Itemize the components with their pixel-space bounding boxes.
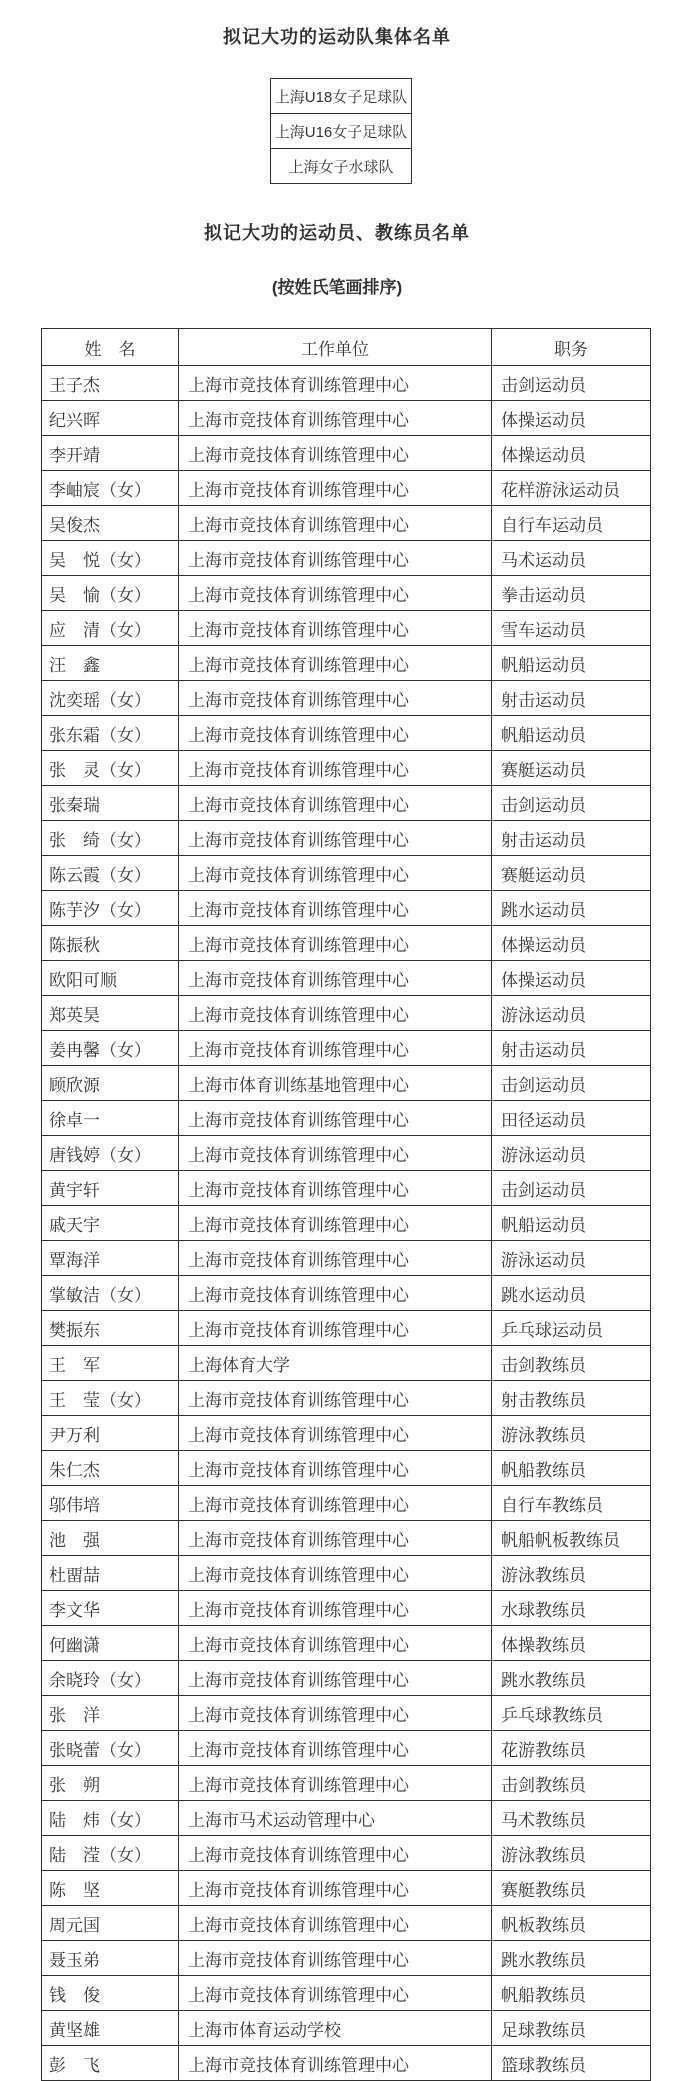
work-unit-cell: 上海市竞技体育训练管理中心 — [179, 1836, 492, 1871]
table-row — [42, 541, 651, 576]
work-unit-cell: 上海市竞技体育训练管理中心 — [179, 1311, 492, 1346]
table-row — [42, 2046, 651, 2081]
position-cell: 帆板教练员 — [492, 1906, 651, 1941]
table-row — [42, 751, 651, 786]
person-name-cell: 张秦瑞 — [42, 786, 179, 821]
position-cell: 足球教练员 — [492, 2011, 651, 2046]
position-cell: 帆船帆板教练员 — [492, 1521, 651, 1556]
table-row — [42, 1661, 651, 1696]
work-unit-cell: 上海市竞技体育训练管理中心 — [179, 1941, 492, 1976]
table-row — [42, 961, 651, 996]
person-name-cell: 吴俊杰 — [42, 506, 179, 541]
team-row — [271, 114, 412, 149]
work-unit-cell: 上海市竞技体育训练管理中心 — [179, 1381, 492, 1416]
person-name-cell: 张 绮（女） — [42, 821, 179, 856]
position-cell: 游泳教练员 — [492, 1416, 651, 1451]
table-row — [42, 1136, 651, 1171]
position-cell: 击剑运动员 — [492, 786, 651, 821]
work-unit-cell: 上海市竞技体育训练管理中心 — [179, 1276, 492, 1311]
table-row — [42, 1486, 651, 1521]
header-position: 职务 — [492, 329, 651, 366]
position-cell: 游泳教练员 — [492, 1836, 651, 1871]
work-unit-cell: 上海市竞技体育训练管理中心 — [179, 786, 492, 821]
table-row — [42, 646, 651, 681]
table-row — [42, 856, 651, 891]
position-cell: 体操运动员 — [492, 926, 651, 961]
position-cell: 体操运动员 — [492, 961, 651, 996]
person-name-cell: 陈云霞（女） — [42, 856, 179, 891]
team-row — [271, 149, 412, 184]
table-row — [42, 821, 651, 856]
person-name-cell: 陈 坚 — [42, 1871, 179, 1906]
roster-table — [41, 328, 651, 2081]
work-unit-cell: 上海市竞技体育训练管理中心 — [179, 1521, 492, 1556]
team-table — [270, 78, 412, 184]
work-unit-cell: 上海市竞技体育训练管理中心 — [179, 1241, 492, 1276]
table-row — [42, 1906, 651, 1941]
table-row — [42, 1591, 651, 1626]
work-unit-cell: 上海市竞技体育训练管理中心 — [179, 506, 492, 541]
work-unit-cell: 上海市竞技体育训练管理中心 — [179, 891, 492, 926]
work-unit-cell: 上海市竞技体育训练管理中心 — [179, 1031, 492, 1066]
work-unit-cell: 上海市竞技体育训练管理中心 — [179, 821, 492, 856]
position-cell: 射击运动员 — [492, 1031, 651, 1066]
work-unit-cell: 上海市竞技体育训练管理中心 — [179, 576, 492, 611]
person-name-cell: 朱仁杰 — [42, 1451, 179, 1486]
table-row — [42, 926, 651, 961]
table-row — [42, 366, 651, 401]
position-cell: 自行车教练员 — [492, 1486, 651, 1521]
position-cell: 马术教练员 — [492, 1801, 651, 1836]
position-cell: 自行车运动员 — [492, 506, 651, 541]
table-row — [42, 1976, 651, 2011]
work-unit-cell: 上海市竞技体育训练管理中心 — [179, 646, 492, 681]
position-cell: 雪车运动员 — [492, 611, 651, 646]
table-row — [42, 471, 651, 506]
position-cell: 篮球教练员 — [492, 2046, 651, 2081]
person-name-cell: 王 莹（女） — [42, 1381, 179, 1416]
person-name-cell: 李开靖 — [42, 436, 179, 471]
table-row — [42, 1871, 651, 1906]
person-name-cell: 覃海洋 — [42, 1241, 179, 1276]
table-row — [42, 1276, 651, 1311]
header-work-unit: 工作单位 — [179, 329, 492, 366]
work-unit-cell: 上海市竞技体育训练管理中心 — [179, 926, 492, 961]
person-name-cell: 汪 鑫 — [42, 646, 179, 681]
table-row — [42, 996, 651, 1031]
position-cell: 游泳运动员 — [492, 1136, 651, 1171]
table-row — [42, 1346, 651, 1381]
work-unit-cell: 上海市竞技体育训练管理中心 — [179, 366, 492, 401]
person-name-cell: 吴 悦（女） — [42, 541, 179, 576]
person-name-cell: 姜冉馨（女） — [42, 1031, 179, 1066]
position-cell: 击剑教练员 — [492, 1766, 651, 1801]
work-unit-cell: 上海市体育运动学校 — [179, 2011, 492, 2046]
position-cell: 水球教练员 — [492, 1591, 651, 1626]
table-row — [42, 891, 651, 926]
work-unit-cell: 上海市竞技体育训练管理中心 — [179, 716, 492, 751]
work-unit-cell: 上海市竞技体育训练管理中心 — [179, 1171, 492, 1206]
work-unit-cell: 上海市竞技体育训练管理中心 — [179, 401, 492, 436]
position-cell: 赛艇运动员 — [492, 751, 651, 786]
work-unit-cell: 上海市竞技体育训练管理中心 — [179, 1101, 492, 1136]
person-name-cell: 黄宇轩 — [42, 1171, 179, 1206]
position-cell: 游泳运动员 — [492, 996, 651, 1031]
position-cell: 游泳教练员 — [492, 1556, 651, 1591]
work-unit-cell: 上海市竞技体育训练管理中心 — [179, 436, 492, 471]
person-name-cell: 应 清（女） — [42, 611, 179, 646]
position-cell: 田径运动员 — [492, 1101, 651, 1136]
position-cell: 帆船运动员 — [492, 716, 651, 751]
work-unit-cell: 上海市竞技体育训练管理中心 — [179, 1731, 492, 1766]
person-name-cell: 张 洋 — [42, 1696, 179, 1731]
person-name-cell: 陆 滢（女） — [42, 1836, 179, 1871]
position-cell: 击剑运动员 — [492, 1066, 651, 1101]
table-row — [42, 1101, 651, 1136]
person-name-cell: 戚天宇 — [42, 1206, 179, 1241]
person-name-cell: 杜畱喆 — [42, 1556, 179, 1591]
person-name-cell: 樊振东 — [42, 1311, 179, 1346]
position-cell: 体操运动员 — [492, 401, 651, 436]
person-name-cell: 陈芋汐（女） — [42, 891, 179, 926]
table-row — [42, 2011, 651, 2046]
team-section-title: 拟记大功的运动队集体名单 — [223, 27, 451, 47]
person-name-cell: 王子杰 — [42, 366, 179, 401]
table-row — [42, 1626, 651, 1661]
table-row — [42, 1206, 651, 1241]
table-row — [42, 1836, 651, 1871]
person-name-cell: 陆 炜（女） — [42, 1801, 179, 1836]
table-row — [42, 1031, 651, 1066]
work-unit-cell: 上海市竞技体育训练管理中心 — [179, 1976, 492, 2011]
person-name-cell: 余晓玲（女） — [42, 1661, 179, 1696]
position-cell: 体操运动员 — [492, 436, 651, 471]
position-cell: 射击运动员 — [492, 821, 651, 856]
position-cell: 赛艇教练员 — [492, 1871, 651, 1906]
table-row — [42, 1381, 651, 1416]
work-unit-cell: 上海市竞技体育训练管理中心 — [179, 1486, 492, 1521]
sort-order-note: (按姓氏笔画排序) — [271, 278, 403, 297]
work-unit-cell: 上海市竞技体育训练管理中心 — [179, 541, 492, 576]
work-unit-cell: 上海市竞技体育训练管理中心 — [179, 961, 492, 996]
table-row — [42, 1416, 651, 1451]
work-unit-cell: 上海市竞技体育训练管理中心 — [179, 471, 492, 506]
position-cell: 射击运动员 — [492, 681, 651, 716]
work-unit-cell: 上海市竞技体育训练管理中心 — [179, 681, 492, 716]
person-name-cell: 陈振秋 — [42, 926, 179, 961]
work-unit-cell: 上海市竞技体育训练管理中心 — [179, 1136, 492, 1171]
work-unit-cell: 上海市竞技体育训练管理中心 — [179, 751, 492, 786]
person-name-cell: 徐卓一 — [42, 1101, 179, 1136]
person-name-cell: 张 灵（女） — [42, 751, 179, 786]
table-row — [42, 611, 651, 646]
position-cell: 帆船教练员 — [492, 1976, 651, 2011]
position-cell: 花样游泳运动员 — [492, 471, 651, 506]
table-row — [42, 716, 651, 751]
position-cell: 跳水教练员 — [492, 1941, 651, 1976]
position-cell: 跳水教练员 — [492, 1661, 651, 1696]
work-unit-cell: 上海市竞技体育训练管理中心 — [179, 1451, 492, 1486]
table-row — [42, 576, 651, 611]
person-name-cell: 唐钱婷（女） — [42, 1136, 179, 1171]
work-unit-cell: 上海市竞技体育训练管理中心 — [179, 856, 492, 891]
position-cell: 拳击运动员 — [492, 576, 651, 611]
person-name-cell: 黄坚雄 — [42, 2011, 179, 2046]
person-name-cell: 周元国 — [42, 1906, 179, 1941]
person-name-cell: 彭 飞 — [42, 2046, 179, 2081]
roster-section-title: 拟记大功的运动员、教练员名单 — [204, 223, 470, 243]
header-name: 姓 名 — [42, 329, 179, 366]
work-unit-cell: 上海市竞技体育训练管理中心 — [179, 1416, 492, 1451]
position-cell: 马术运动员 — [492, 541, 651, 576]
table-row — [42, 1451, 651, 1486]
work-unit-cell: 上海市竞技体育训练管理中心 — [179, 1626, 492, 1661]
person-name-cell: 张晓蕾（女） — [42, 1731, 179, 1766]
person-name-cell: 张东霜（女） — [42, 716, 179, 751]
work-unit-cell: 上海市竞技体育训练管理中心 — [179, 1661, 492, 1696]
table-row — [42, 681, 651, 716]
position-cell: 击剑运动员 — [492, 366, 651, 401]
team-name: 上海女子水球队 — [271, 149, 412, 184]
table-row — [42, 1241, 651, 1276]
table-row — [42, 1766, 651, 1801]
person-name-cell: 王 军 — [42, 1346, 179, 1381]
table-row — [42, 1941, 651, 1976]
work-unit-cell: 上海体育大学 — [179, 1346, 492, 1381]
work-unit-cell: 上海市竞技体育训练管理中心 — [179, 2046, 492, 2081]
person-name-cell: 张 朔 — [42, 1766, 179, 1801]
work-unit-cell: 上海市竞技体育训练管理中心 — [179, 1591, 492, 1626]
position-cell: 游泳运动员 — [492, 1241, 651, 1276]
person-name-cell: 何幽潇 — [42, 1626, 179, 1661]
position-cell: 跳水运动员 — [492, 891, 651, 926]
work-unit-cell: 上海市竞技体育训练管理中心 — [179, 1696, 492, 1731]
table-row — [42, 1731, 651, 1766]
roster-header-row — [42, 329, 651, 366]
person-name-cell: 吴 愉（女） — [42, 576, 179, 611]
person-name-cell: 聂玉弟 — [42, 1941, 179, 1976]
work-unit-cell: 上海市马术运动管理中心 — [179, 1801, 492, 1836]
team-name: 上海U18女子足球队 — [271, 79, 412, 114]
work-unit-cell: 上海市竞技体育训练管理中心 — [179, 1206, 492, 1241]
position-cell: 乒乓球教练员 — [492, 1696, 651, 1731]
person-name-cell: 尹万利 — [42, 1416, 179, 1451]
work-unit-cell: 上海市竞技体育训练管理中心 — [179, 1556, 492, 1591]
position-cell: 花游教练员 — [492, 1731, 651, 1766]
position-cell: 帆船教练员 — [492, 1451, 651, 1486]
person-name-cell: 郑英昊 — [42, 996, 179, 1031]
position-cell: 跳水运动员 — [492, 1276, 651, 1311]
table-row — [42, 401, 651, 436]
person-name-cell: 李岫宸（女） — [42, 471, 179, 506]
table-row — [42, 786, 651, 821]
position-cell: 击剑运动员 — [492, 1171, 651, 1206]
team-row — [271, 79, 412, 114]
table-row — [42, 1521, 651, 1556]
table-row — [42, 1801, 651, 1836]
person-name-cell: 欧阳可顺 — [42, 961, 179, 996]
person-name-cell: 池 强 — [42, 1521, 179, 1556]
person-name-cell: 纪兴晖 — [42, 401, 179, 436]
table-row — [42, 1066, 651, 1101]
position-cell: 赛艇运动员 — [492, 856, 651, 891]
work-unit-cell: 上海市竞技体育训练管理中心 — [179, 1871, 492, 1906]
work-unit-cell: 上海市竞技体育训练管理中心 — [179, 611, 492, 646]
position-cell: 帆船运动员 — [492, 646, 651, 681]
work-unit-cell: 上海市竞技体育训练管理中心 — [179, 1906, 492, 1941]
person-name-cell: 李文华 — [42, 1591, 179, 1626]
position-cell: 体操教练员 — [492, 1626, 651, 1661]
person-name-cell: 掌敏洁（女） — [42, 1276, 179, 1311]
table-row — [42, 1696, 651, 1731]
work-unit-cell: 上海市竞技体育训练管理中心 — [179, 1766, 492, 1801]
team-name: 上海U16女子足球队 — [271, 114, 412, 149]
person-name-cell: 顾欣源 — [42, 1066, 179, 1101]
work-unit-cell: 上海市体育训练基地管理中心 — [179, 1066, 492, 1101]
table-row — [42, 436, 651, 471]
position-cell: 击剑教练员 — [492, 1346, 651, 1381]
position-cell: 乒乓球运动员 — [492, 1311, 651, 1346]
table-row — [42, 506, 651, 541]
person-name-cell: 钱 俊 — [42, 1976, 179, 2011]
position-cell: 射击教练员 — [492, 1381, 651, 1416]
position-cell: 帆船运动员 — [492, 1206, 651, 1241]
table-row — [42, 1556, 651, 1591]
table-row — [42, 1311, 651, 1346]
work-unit-cell: 上海市竞技体育训练管理中心 — [179, 996, 492, 1031]
person-name-cell: 沈奕瑶（女） — [42, 681, 179, 716]
table-row — [42, 1171, 651, 1206]
person-name-cell: 邬伟培 — [42, 1486, 179, 1521]
